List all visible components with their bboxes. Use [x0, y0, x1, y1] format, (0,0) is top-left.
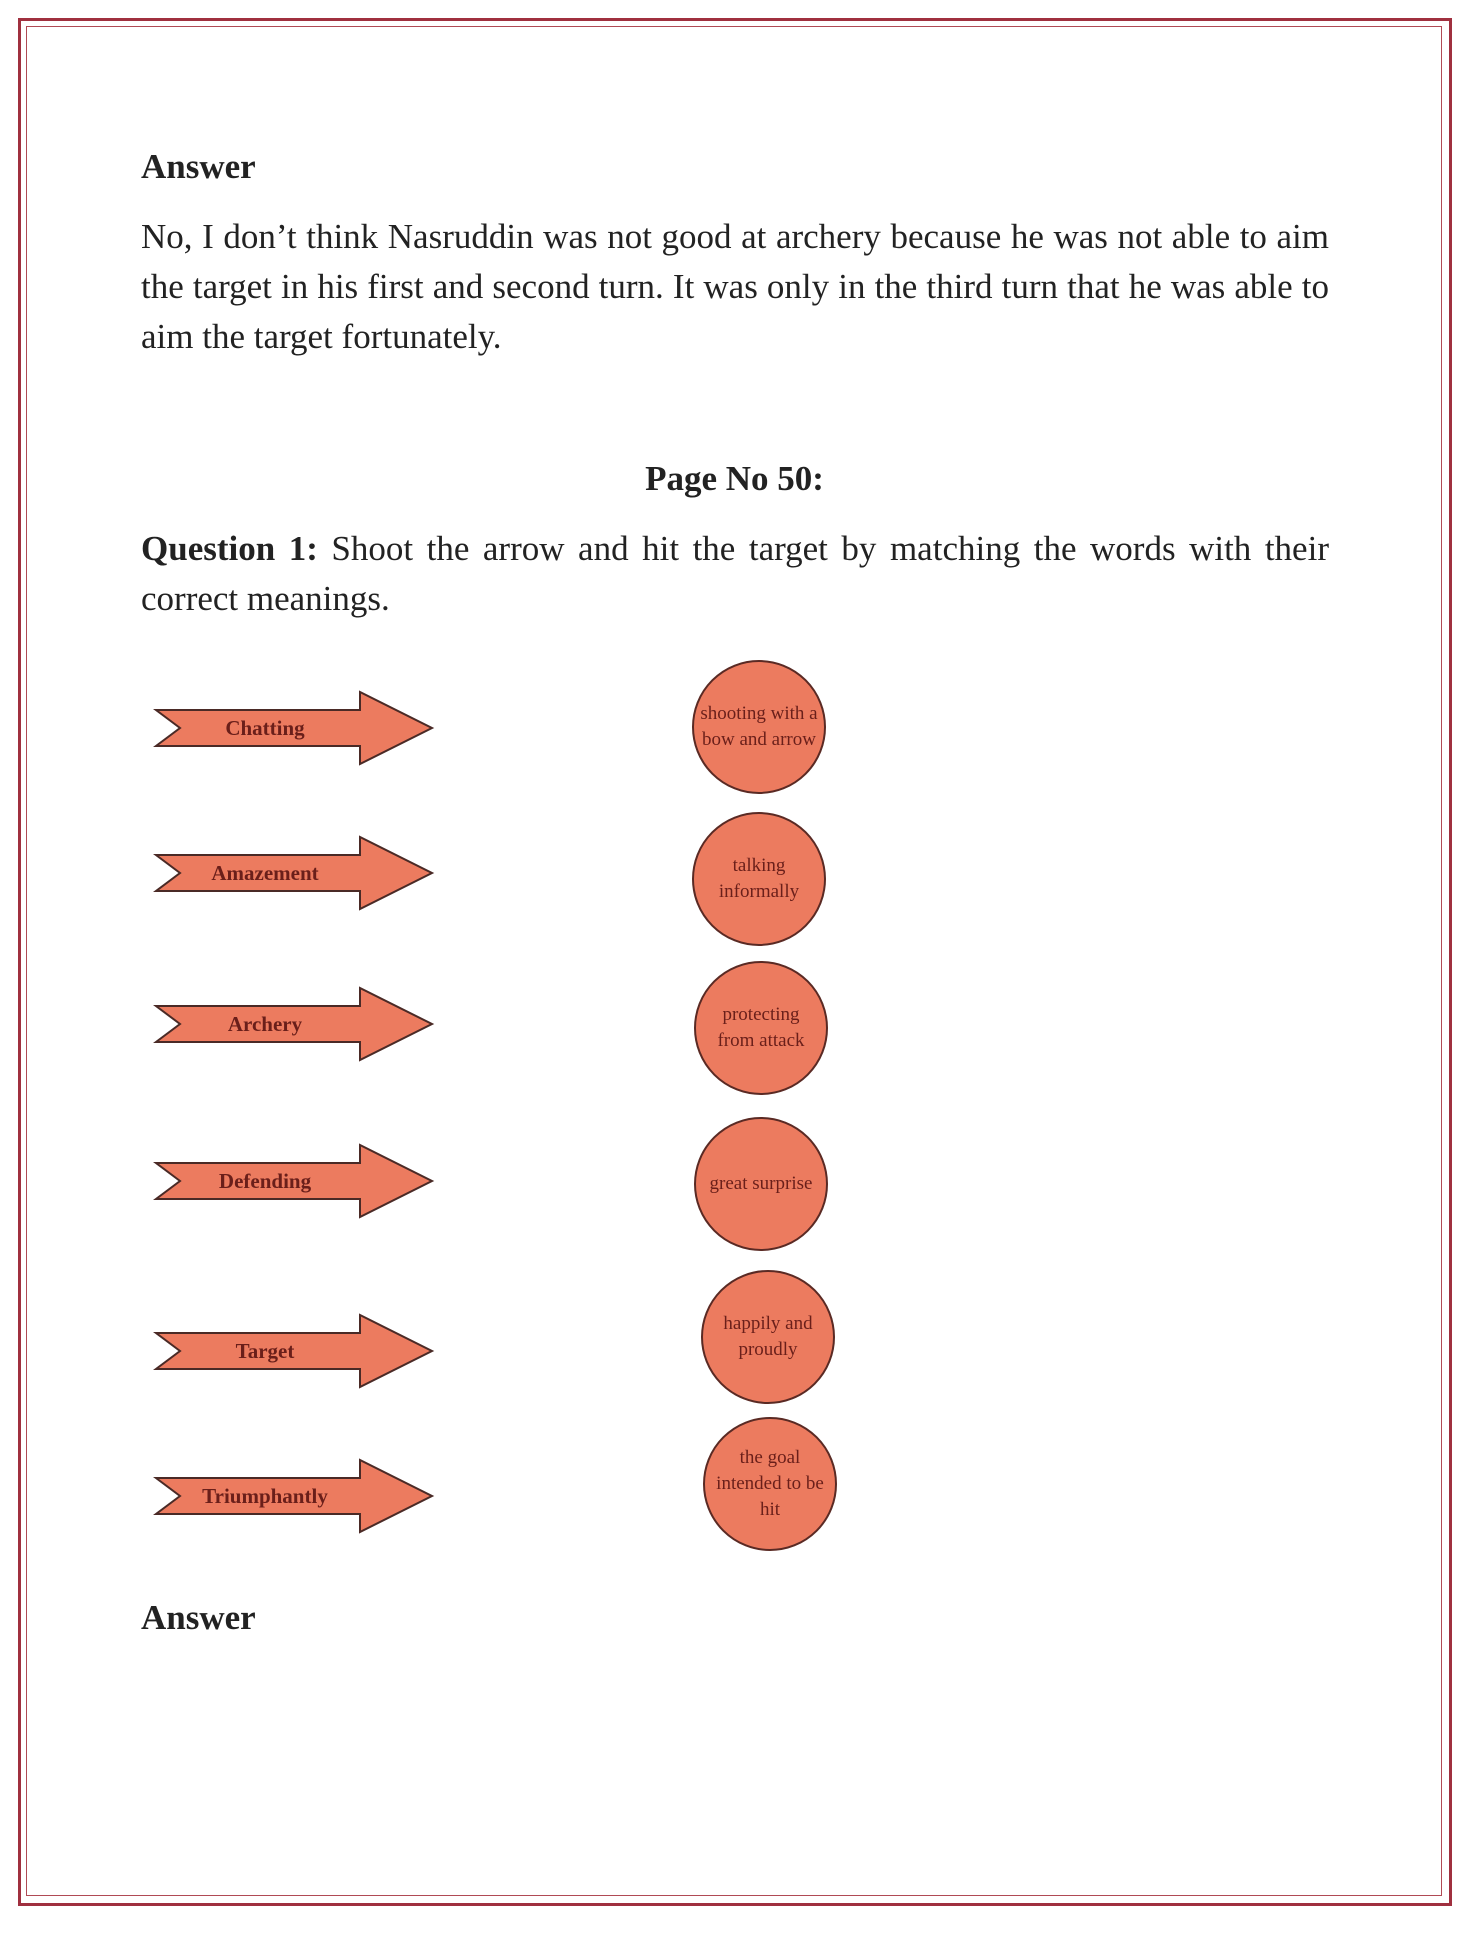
meaning-circle: [692, 812, 826, 946]
meaning-circle: [692, 660, 826, 794]
meaning-label: great surprise: [709, 1173, 813, 1194]
word-arrow: [150, 1311, 440, 1391]
question-1: [141, 524, 1329, 624]
word-arrow: [150, 688, 440, 768]
word-label: Triumphantly: [202, 1484, 328, 1508]
meaning-label: the goal intended to be hit: [716, 1447, 824, 1520]
word-label: Defending: [218, 1169, 312, 1193]
meaning-circle: [694, 1117, 828, 1251]
word-arrow: [150, 1456, 440, 1536]
answer-heading: Answer: [141, 147, 256, 186]
question-text: Shoot the arrow and hit the target by matching the words with their correct meanings.: [141, 529, 1329, 618]
answer-heading-2: Answer: [141, 1598, 256, 1637]
meaning-label: shooting with a bow and arrow: [700, 703, 818, 750]
meaning-label: happily and proudly: [723, 1313, 813, 1360]
word-arrow: [150, 984, 440, 1064]
word-arrow: [150, 1141, 440, 1221]
answer-text: No, I don’t think Nasruddin was not good at archery because he was not able to aim the target in his first and second turn. It was only in the third turn that he was able to aim the target fortunately.: [141, 217, 1329, 356]
word-label: Amazement: [211, 861, 319, 885]
word-label: Target: [235, 1339, 295, 1363]
meaning-circle: [694, 961, 828, 1095]
word-arrow: [150, 833, 440, 913]
meaning-label: talking informally: [718, 855, 800, 902]
meaning-label: protecting from attack: [717, 1004, 805, 1051]
word-label: Chatting: [225, 716, 305, 740]
meaning-circle: [701, 1270, 835, 1404]
question-label: Question 1:: [141, 529, 318, 568]
page-number-heading: Page No 50:: [645, 459, 824, 498]
meaning-circle: [703, 1417, 837, 1551]
word-label: Archery: [227, 1012, 303, 1036]
